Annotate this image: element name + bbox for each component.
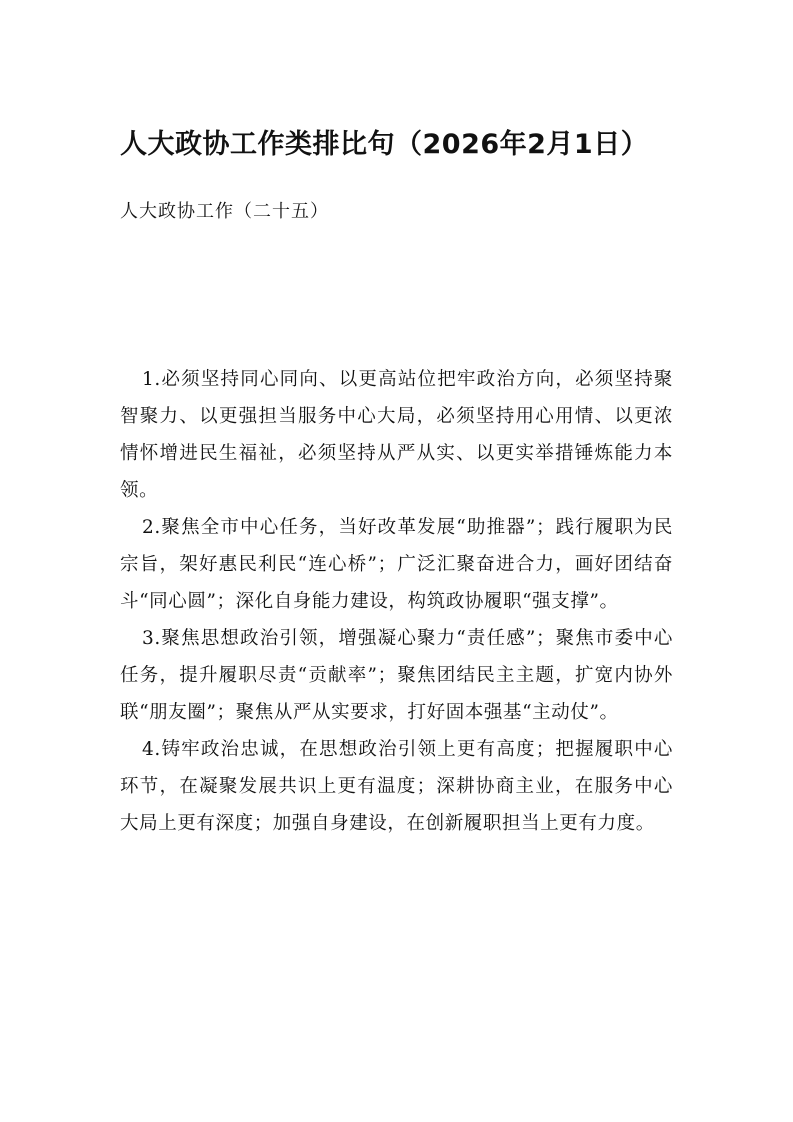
- paragraph-3: 3.聚焦思想政治引领，增强凝心聚力“责任感”；聚焦市委中心任务，提升履职尽责“贡献率”；聚焦团结民主主题，扩宽内协外联“朋友圈”；聚焦从严从实要求，打好固本强基“主动仗”。: [120, 628, 673, 723]
- document-body: [120, 361, 673, 842]
- paragraph-2: 2.聚焦全市中心任务，当好改革发展“助推器”；践行履职为民宗旨，架好惠民利民“连心桥”；广泛汇聚奋进合力，画好团结奋斗“同心圆”；深化自身能力建设，构筑政协履职“强支撑”。: [120, 517, 673, 612]
- document-title: 人大政协工作类排比句（2026年2月1日）: [120, 129, 649, 160]
- paragraph-1: 1.必须坚持同心同向、以更高站位把牢政治方向，必须坚持聚智聚力、以更强担当服务中心大局，必须坚持用心用情、以更浓情怀增进民生福祉，必须坚持从严从实、以更实举措锤炼能力本领。: [120, 369, 673, 501]
- paragraph-4: 4.铸牢政治忠诚，在思想政治引领上更有高度；把握履职中心环节，在凝聚发展共识上更有温度；深耕协商主业，在服务中心大局上更有深度；加强自身建设，在创新履职担当上更有力度。: [120, 739, 673, 834]
- document-subtitle: 人大政协工作（二十五）: [120, 201, 329, 222]
